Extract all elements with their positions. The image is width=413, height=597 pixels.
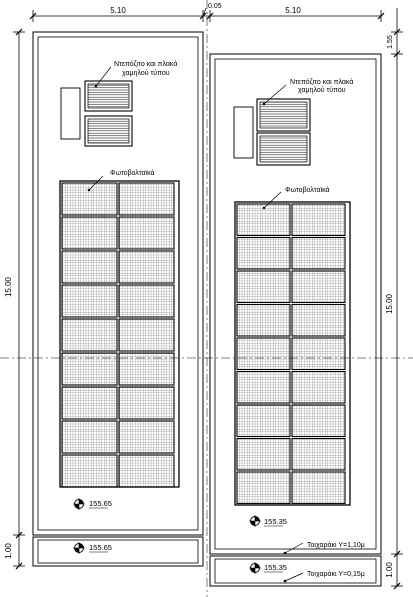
pv-panel [292, 372, 345, 404]
wall-label-1: Τοιχαράκι Υ=1,10μ [307, 542, 365, 549]
left-storage-label-1: Ντεπόζιτο και πλακά [114, 61, 178, 68]
pv-panel [237, 305, 290, 337]
left-bottom-strip [33, 537, 203, 566]
left-building [33, 32, 203, 566]
left-level-marker-base [73, 542, 85, 554]
pv-panel [119, 285, 174, 317]
pv-panel [62, 319, 117, 351]
pv-panel [292, 439, 345, 471]
pv-panel [62, 387, 117, 419]
pv-panel [292, 305, 345, 337]
pv-panel [62, 353, 117, 385]
pv-panel [237, 372, 290, 404]
pv-panel [292, 271, 345, 303]
right-storage-label-2: χαμηλού τύπου [298, 87, 346, 94]
left-bottom-strip-inner [38, 540, 198, 563]
dim-left-strip: 1.00 [4, 543, 13, 559]
pv-panel [119, 319, 174, 351]
left-level-roof: 155.65 [89, 499, 112, 508]
dim-top-left: 5.10 [110, 6, 126, 15]
pv-panel [292, 204, 345, 236]
right-tank-lower [257, 133, 310, 165]
pv-panel [62, 421, 117, 453]
right-pv-array [237, 204, 345, 504]
right-level-roof: 155.35 [264, 517, 287, 526]
pv-panel [237, 405, 290, 437]
left-level-marker-roof [73, 498, 85, 510]
pv-panel [119, 251, 174, 283]
pv-panel [237, 271, 290, 303]
left-tank-small [61, 88, 80, 139]
dim-left-height: 15.00 [4, 276, 13, 298]
right-building [210, 54, 381, 586]
dim-top-gap: 0.05 [208, 3, 222, 10]
pv-panel [119, 421, 174, 453]
right-level-marker-roof [249, 515, 261, 527]
dim-right-offset: 1.55 [387, 35, 394, 49]
pv-panel [292, 405, 345, 437]
left-pv-array [62, 183, 174, 487]
dim-right-strip: 1.00 [385, 562, 394, 578]
wall-label-2-leader [285, 573, 303, 581]
pv-panel [119, 217, 174, 249]
pv-panel [62, 285, 117, 317]
pv-panel [237, 338, 290, 370]
pv-panel [119, 353, 174, 385]
pv-panel [119, 455, 174, 487]
right-level-marker-base [249, 562, 261, 574]
right-pv-label: Φωτοβολταϊκά [285, 187, 330, 194]
pv-panel [62, 455, 117, 487]
left-storage-label-2: χαμηλού τύπου [122, 70, 170, 77]
pv-panel [292, 472, 345, 504]
pv-panel [237, 472, 290, 504]
left-dimension-line [13, 29, 25, 569]
wall-label-2: Τοιχαράκι Υ=0,15μ [307, 571, 365, 578]
left-tank-lower [85, 116, 132, 146]
pv-panel [62, 251, 117, 283]
pv-panel [292, 338, 345, 370]
pv-panel [62, 183, 117, 215]
dim-top-right: 5.10 [285, 6, 301, 15]
right-storage-label-1: Ντεπόζιτο και πλακά [290, 79, 354, 86]
pv-panel [237, 439, 290, 471]
pv-panel [119, 387, 174, 419]
wall-label-1-leader [285, 543, 303, 553]
left-pv-label: Φωτοβολταϊκά [110, 170, 155, 177]
pv-panel [62, 217, 117, 249]
left-tank-upper [85, 81, 132, 111]
right-level-base: 155.35 [264, 563, 287, 572]
dim-right-height: 15.00 [385, 293, 394, 315]
pv-panel [119, 183, 174, 215]
pv-panel [237, 204, 290, 236]
pv-panel [292, 238, 345, 270]
left-level-base: 155.65 [89, 543, 112, 552]
right-tank-small [234, 107, 253, 158]
pv-panel [237, 238, 290, 270]
